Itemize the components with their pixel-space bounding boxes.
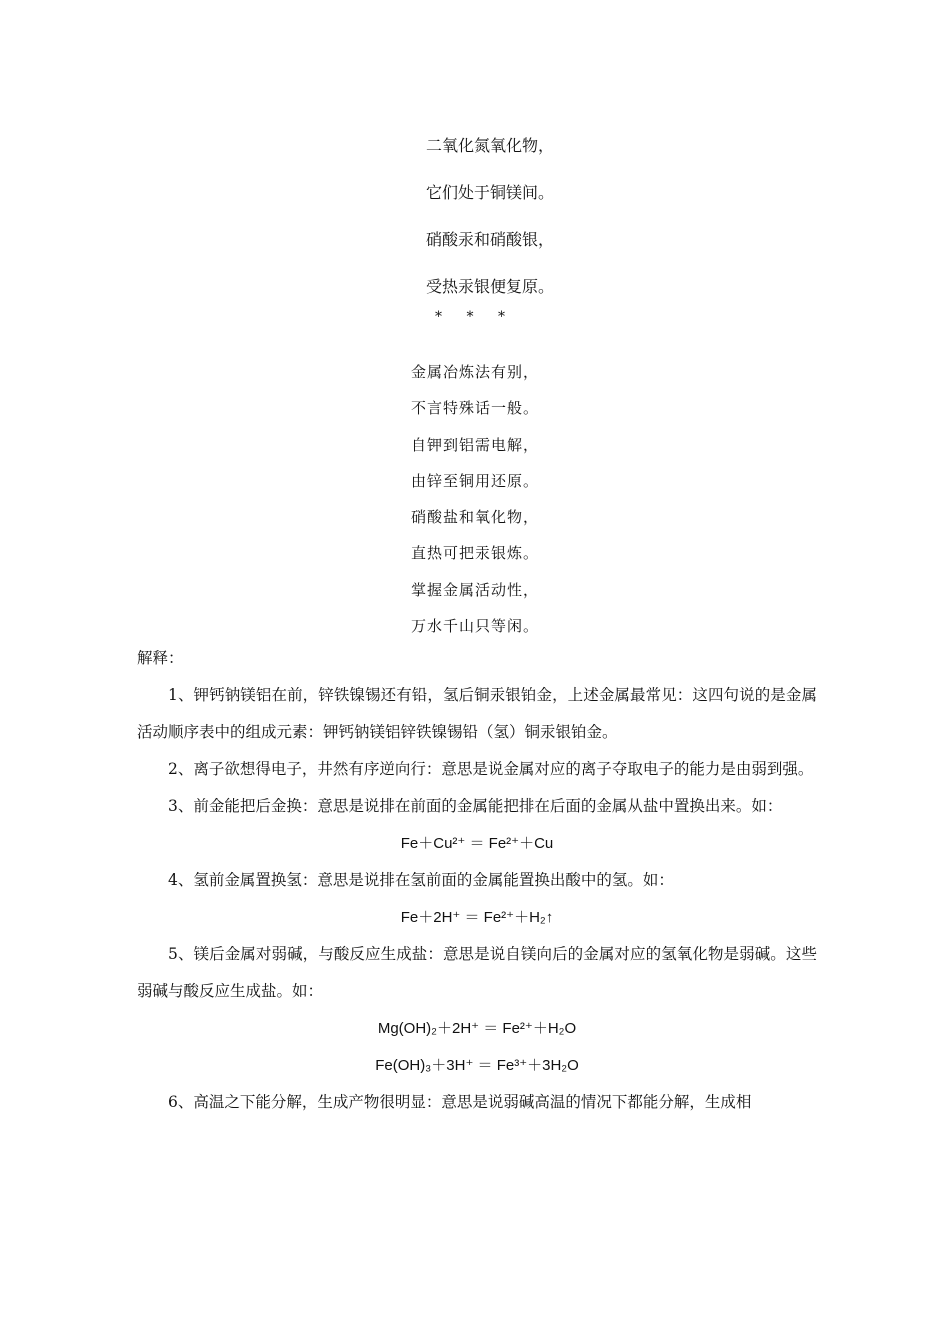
paragraph: 6、高温之下能分解，生成产物很明显：意思是说弱碱高温的情况下都能分解，生成相 [168, 1093, 752, 1111]
poem-line: 硝酸盐和氧化物， [410, 508, 539, 527]
poem-line: 二氧化氮氧化物， [425, 136, 554, 155]
paragraph: 2、离子欲想得电子，井然有序逆向行：意思是说金属对应的离子夺取电子的能力是由弱到强。 [168, 760, 814, 778]
section-separator: * * * [435, 309, 515, 325]
equation: Fe＋2H⁺ ＝ Fe²⁺＋H₂↑ [400, 909, 554, 926]
poem-line: 受热汞银便复原。 [425, 277, 554, 296]
poem-line: 它们处于铜镁间。 [425, 183, 554, 202]
explanation-heading: 解释： [137, 649, 184, 667]
poem-two [0, 354, 950, 644]
paragraph: 1、钾钙钠镁铝在前，锌铁镍锡还有铅，氢后铜汞银铂金，上述金属最常见：这四句说的是金属活动顺序表中的组成元素：钾钙钠镁铝锌铁镍锡铅（氢）铜汞银铂金。 [137, 686, 817, 741]
paragraph: 3、前金能把后金换：意思是说排在前面的金属能把排在后面的金属从盐中置换出来。如： [168, 797, 783, 815]
paragraph: 4、氢前金属置换氢：意思是说排在氢前面的金属能置换出酸中的氢。如： [168, 871, 674, 889]
poem-line: 硝酸汞和硝酸银， [425, 230, 554, 249]
poem-line: 不言特殊话一般。 [410, 399, 539, 418]
explanation-section [137, 640, 817, 1121]
equation: Mg(OH)₂＋2H⁺ ＝ Fe²⁺＋H₂O [377, 1020, 577, 1037]
poem-line: 金属冶炼法有别， [410, 363, 539, 381]
poem-one [0, 122, 950, 310]
poem-line: 自钾到铝需电解， [410, 435, 539, 454]
poem-line: 掌握金属活动性， [410, 580, 539, 599]
equation: Fe＋Cu²⁺ ＝ Fe²⁺＋Cu [400, 835, 554, 852]
poem-line: 由锌至铜用还原。 [410, 471, 539, 490]
poem-line: 直热可把汞银炼。 [410, 544, 539, 563]
paragraph: 5、镁后金属对弱碱，与酸反应生成盐：意思是说自镁向后的金属对应的氢氧化物是弱碱。这些弱碱与酸反应生成盐。如： [137, 945, 817, 1000]
equation: Fe(OH)₃＋3H⁺ ＝ Fe³⁺＋3H₂O [375, 1057, 579, 1074]
poem-line: 万水千山只等闲。 [410, 617, 539, 636]
